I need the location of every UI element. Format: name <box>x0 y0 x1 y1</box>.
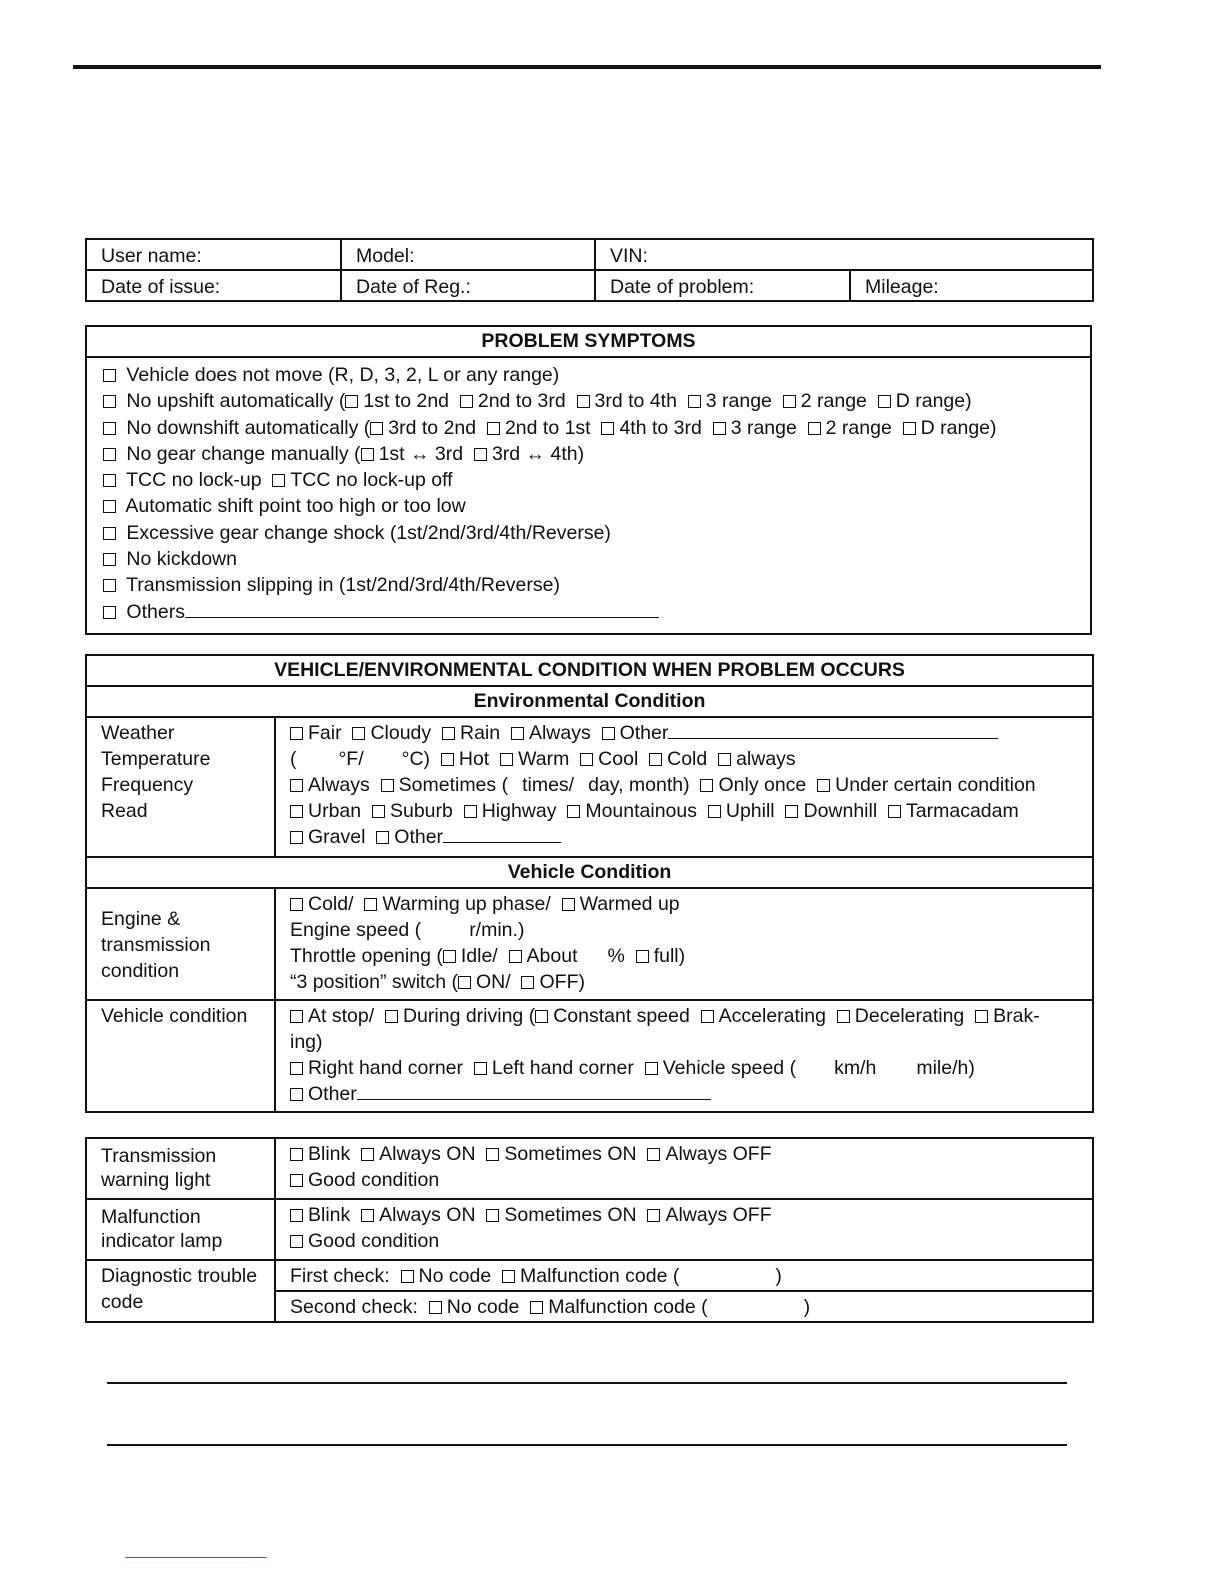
option-text: Under certain condition <box>835 774 1036 796</box>
option-text: Sometimes ( <box>398 774 509 796</box>
option-text: During driving ( <box>402 1005 536 1027</box>
option-text: ) <box>803 1296 811 1318</box>
problem-symptoms-title: PROBLEM SYMPTOMS <box>86 326 1091 357</box>
model-label: Model: <box>356 245 415 267</box>
option-text: Always OFF <box>665 1143 772 1165</box>
checkbox[interactable] <box>474 1062 487 1075</box>
option-text: 2 range <box>825 416 892 439</box>
option-text: Always <box>528 722 591 744</box>
checkbox[interactable] <box>103 579 116 592</box>
checkbox[interactable] <box>103 395 116 408</box>
option-text: D range) <box>895 390 972 413</box>
option-text: Malfunction code ( <box>520 1265 680 1287</box>
option-text: No code <box>418 1265 492 1287</box>
checkbox[interactable] <box>290 1010 303 1023</box>
date-of-issue-label: Date of issue: <box>101 276 221 298</box>
checkbox[interactable] <box>808 422 821 435</box>
label-line: transmission <box>101 934 211 956</box>
date-of-reg-label: Date of Reg.: <box>356 276 471 298</box>
checkbox[interactable] <box>376 831 389 844</box>
symptom-item <box>103 388 1090 414</box>
checkbox[interactable] <box>290 779 303 792</box>
option-text: Good condition <box>308 1169 440 1191</box>
checkbox[interactable] <box>535 1010 548 1023</box>
mileage-cell[interactable] <box>850 270 1093 301</box>
environment-labels <box>86 717 275 857</box>
option-text: ing) <box>290 1031 323 1053</box>
date-of-reg-cell[interactable] <box>341 270 595 301</box>
label-line: Transmission <box>101 1145 217 1167</box>
option-text: 4th to 3rd <box>619 416 702 439</box>
option-text: Sometimes ON <box>504 1143 637 1165</box>
option-text: Downhill <box>803 800 878 822</box>
engine-transmission-label <box>86 888 275 1000</box>
checkbox[interactable] <box>521 976 534 989</box>
symptom-item <box>103 546 1090 572</box>
position-switch <box>290 969 1092 995</box>
checkbox[interactable] <box>817 779 830 792</box>
bottom-rule <box>107 1382 1067 1384</box>
checkbox[interactable] <box>103 369 116 382</box>
weather-label: Weather <box>101 722 175 744</box>
option-text: 3rd to 4th <box>594 390 677 413</box>
checkbox[interactable] <box>381 779 394 792</box>
checkbox[interactable] <box>649 753 662 766</box>
checkbox[interactable] <box>636 950 649 963</box>
option-text: Other <box>394 826 444 848</box>
checkbox[interactable] <box>500 753 513 766</box>
option-text: Warm <box>518 748 570 770</box>
environmental-condition-title: Environmental Condition <box>86 686 1093 717</box>
bottom-rule <box>107 1444 1067 1446</box>
checkbox[interactable] <box>708 805 721 818</box>
checkbox[interactable] <box>361 448 374 461</box>
option-text: Idle/ <box>460 945 498 967</box>
checkbox[interactable] <box>562 898 575 911</box>
checkbox[interactable] <box>511 727 524 740</box>
option-text: Blink <box>308 1143 351 1165</box>
checkbox[interactable] <box>601 422 614 435</box>
option-text: Cloudy <box>370 722 432 744</box>
checkbox[interactable] <box>718 753 731 766</box>
option-text: TCC no lock-up off <box>290 469 453 492</box>
checkbox[interactable] <box>290 1209 303 1222</box>
checkbox[interactable] <box>372 805 385 818</box>
road-label: Read <box>101 800 148 822</box>
checkbox[interactable] <box>290 1062 303 1075</box>
checkbox[interactable] <box>361 1209 374 1222</box>
option-text: 3 range <box>705 390 772 413</box>
option-text: 3 range <box>730 416 797 439</box>
lamps-table <box>85 1137 1094 1323</box>
option-text: At stop/ <box>308 1005 375 1027</box>
checkbox[interactable] <box>290 898 303 911</box>
malfunction-indicator-lamp-label <box>86 1199 275 1260</box>
symptom-text: Excessive gear change shock (1st/2nd/3rd/4th/Reverse) <box>126 521 611 544</box>
frequency-options <box>290 772 1092 798</box>
vehicle-condition-label <box>86 1000 275 1112</box>
lamp-state-options <box>290 1141 1092 1167</box>
checkbox[interactable] <box>464 805 477 818</box>
option-text: First check: <box>290 1265 390 1287</box>
checkbox[interactable] <box>290 805 303 818</box>
environment-options <box>275 717 1093 857</box>
label-line: condition <box>101 960 180 982</box>
symptom-text: No gear change manually ( <box>126 442 361 465</box>
option-text: Only once <box>718 774 807 796</box>
vehicle-options <box>275 1000 1093 1112</box>
corner-speed-options <box>290 1055 1092 1081</box>
date-of-problem-label: Date of problem: <box>610 276 755 298</box>
checkbox[interactable] <box>443 950 456 963</box>
label-line: Diagnostic trouble <box>101 1265 258 1287</box>
option-text: 1st to 2nd <box>363 390 450 413</box>
option-text: Urban <box>308 800 362 822</box>
checkbox[interactable] <box>361 1148 374 1161</box>
user-name-cell[interactable] <box>86 239 341 270</box>
option-text: full) <box>653 945 686 967</box>
checkbox[interactable] <box>272 474 285 487</box>
option-text: Mountainous <box>585 800 698 822</box>
option-text: Sometimes ON <box>504 1204 637 1226</box>
option-text: °C) <box>401 748 431 770</box>
option-text: Always OFF <box>665 1204 772 1226</box>
option-text: °F/ <box>338 748 364 770</box>
option-text: No code <box>446 1296 520 1318</box>
option-text: km/h <box>834 1057 877 1079</box>
option-text: Rain <box>459 722 501 744</box>
weather-other-fill-line[interactable] <box>668 720 998 739</box>
symptom-text: No downshift automatically ( <box>126 416 371 439</box>
user-name-label: User name: <box>101 245 202 267</box>
option-text: Gravel <box>308 826 366 848</box>
temperature-options <box>290 746 1092 772</box>
checkbox[interactable] <box>878 395 891 408</box>
conditions-table <box>85 654 1094 1113</box>
checkbox[interactable] <box>486 1148 499 1161</box>
checkbox[interactable] <box>888 805 901 818</box>
model-cell[interactable] <box>341 239 595 270</box>
checkbox[interactable] <box>290 1174 303 1187</box>
option-text: Other <box>619 722 669 744</box>
symptom-item <box>103 362 1090 388</box>
date-of-problem-cell[interactable] <box>595 270 850 301</box>
checkbox[interactable] <box>530 1301 543 1314</box>
option-text: day, month) <box>588 774 690 796</box>
lamp-state-options <box>290 1202 1092 1228</box>
option-text: Warmed up <box>579 893 680 915</box>
vehicle-other-fill-line[interactable] <box>357 1081 711 1100</box>
option-text: Highway <box>481 800 557 822</box>
mileage-label: Mileage: <box>865 276 939 298</box>
checkbox[interactable] <box>290 1088 303 1101</box>
others-fill-line[interactable] <box>185 599 659 618</box>
frequency-label: Frequency <box>101 774 194 796</box>
checkbox[interactable] <box>688 395 701 408</box>
option-text: Throttle opening ( <box>290 945 443 967</box>
checkbox[interactable] <box>487 422 500 435</box>
option-text: D range) <box>920 416 997 439</box>
option-text: Other <box>308 1083 357 1105</box>
option-text: Cold/ <box>308 893 354 915</box>
option-text: Engine speed ( <box>290 919 422 941</box>
checkbox[interactable] <box>785 805 798 818</box>
option-text: OFF) <box>539 971 585 993</box>
option-text: Brak- <box>993 1005 1040 1027</box>
road-options <box>290 798 1092 824</box>
vehicle-condition-title: Vehicle Condition <box>86 857 1093 888</box>
checkbox[interactable] <box>580 753 593 766</box>
checkbox[interactable] <box>441 753 454 766</box>
checkbox[interactable] <box>647 1209 660 1222</box>
checkbox[interactable] <box>103 500 116 513</box>
option-text: Warming up phase/ <box>382 893 551 915</box>
diagnostic-trouble-code-label <box>86 1260 275 1322</box>
checkbox[interactable] <box>975 1010 988 1023</box>
symptom-item <box>103 493 1090 519</box>
checkbox[interactable] <box>647 1148 660 1161</box>
vin-label: VIN: <box>610 245 648 267</box>
option-text: 3rd to 2nd <box>388 416 477 439</box>
option-text: Constant speed <box>553 1005 690 1027</box>
symptoms-list <box>86 357 1091 634</box>
label-line: indicator lamp <box>101 1230 223 1252</box>
option-text: Left hand corner <box>491 1057 634 1079</box>
checkbox[interactable] <box>903 422 916 435</box>
option-text: 2nd to 1st <box>504 416 591 439</box>
option-text: r/min.) <box>469 919 525 941</box>
vehicle-info-table <box>85 238 1094 302</box>
checkbox[interactable] <box>502 1270 515 1283</box>
label-line: code <box>101 1291 144 1313</box>
option-text: Vehicle speed ( <box>662 1057 797 1079</box>
option-text: Good condition <box>308 1230 440 1252</box>
symptom-text: No kickdown <box>126 548 237 571</box>
checkbox[interactable] <box>645 1062 658 1075</box>
checkbox[interactable] <box>290 1235 303 1248</box>
checkbox[interactable] <box>460 395 473 408</box>
checkbox[interactable] <box>458 976 471 989</box>
road-other-fill-line[interactable] <box>443 824 561 843</box>
engine-speed <box>290 917 1092 943</box>
option-text: ( <box>290 748 297 770</box>
throttle-opening <box>290 943 1092 969</box>
symptom-text: No upshift automatically ( <box>126 390 346 413</box>
option-text: times/ <box>522 774 575 796</box>
option-text: Fair <box>308 722 342 744</box>
temperature-label: Temperature <box>101 748 211 770</box>
option-text: Tarmacadam <box>906 800 1019 822</box>
vin-cell[interactable] <box>595 239 1093 270</box>
engine-options <box>275 888 1093 1000</box>
checkbox[interactable] <box>364 898 377 911</box>
option-text: Suburb <box>389 800 453 822</box>
checkbox[interactable] <box>700 779 713 792</box>
second-check-row <box>275 1291 1093 1322</box>
checkbox[interactable] <box>103 422 116 435</box>
option-text: Cool <box>598 748 639 770</box>
weather-options <box>290 720 1092 746</box>
checkbox[interactable] <box>442 727 455 740</box>
checkbox[interactable] <box>509 950 522 963</box>
driving-options <box>290 1003 1092 1029</box>
checkbox[interactable] <box>602 727 615 740</box>
option-text: always <box>736 748 796 770</box>
symptom-text: Vehicle does not move (R, D, 3, 2, L or any range) <box>126 364 560 386</box>
symptom-text: Transmission slipping in (1st/2nd/3rd/4th/Reverse) <box>126 574 560 597</box>
checkbox[interactable] <box>290 727 303 740</box>
option-text: Malfunction code ( <box>548 1296 708 1318</box>
option-text: Uphill <box>725 800 775 822</box>
option-text: Always <box>308 774 370 796</box>
label-line: Engine & <box>101 908 181 930</box>
label-line: warning light <box>101 1169 211 1191</box>
option-text: Accelerating <box>718 1005 826 1027</box>
symptom-item <box>103 520 1090 546</box>
option-text: % <box>607 945 625 967</box>
checkbox[interactable] <box>370 422 383 435</box>
checkbox[interactable] <box>352 727 365 740</box>
checkbox[interactable] <box>567 805 580 818</box>
checkbox[interactable] <box>290 831 303 844</box>
option-text: 3rd ↔ 4th) <box>491 442 585 465</box>
symptom-item <box>103 572 1090 598</box>
transmission-warning-light-options <box>275 1138 1093 1199</box>
symptom-item <box>103 599 1090 625</box>
option-text: Second check: <box>290 1296 418 1318</box>
checkbox[interactable] <box>103 448 116 461</box>
checkbox[interactable] <box>783 395 796 408</box>
label-line: Malfunction <box>101 1206 201 1228</box>
checkbox[interactable] <box>401 1270 414 1283</box>
malfunction-indicator-lamp-options <box>275 1199 1093 1260</box>
problem-symptoms-table <box>85 325 1092 635</box>
transmission-warning-light-label <box>86 1138 275 1199</box>
option-text: Always ON <box>379 1204 476 1226</box>
option-text: “3 position” switch ( <box>290 971 458 993</box>
checkbox[interactable] <box>474 448 487 461</box>
checkbox[interactable] <box>837 1010 850 1023</box>
vehicle-other <box>290 1081 1092 1107</box>
checkbox[interactable] <box>701 1010 714 1023</box>
option-text: Hot <box>458 748 490 770</box>
option-text: About <box>526 945 578 967</box>
checkbox[interactable] <box>429 1301 442 1314</box>
option-text: Blink <box>308 1204 351 1226</box>
checkbox[interactable] <box>103 553 116 566</box>
engine-temp-options <box>290 891 1092 917</box>
label-line: Vehicle condition <box>101 1005 248 1027</box>
date-of-issue-cell[interactable] <box>86 270 341 301</box>
lamp-good-option <box>290 1167 1092 1193</box>
symptom-text: TCC no lock-up <box>126 469 262 492</box>
option-text: 2nd to 3rd <box>477 390 566 413</box>
checkbox[interactable] <box>713 422 726 435</box>
symptom-item <box>103 467 1090 493</box>
lamp-good-option <box>290 1228 1092 1254</box>
checkbox[interactable] <box>103 606 116 619</box>
symptom-text: Others <box>126 600 185 623</box>
option-text: Always ON <box>379 1143 476 1165</box>
option-text: Cold <box>667 748 708 770</box>
checkbox[interactable] <box>577 395 590 408</box>
option-text: 2 range <box>800 390 867 413</box>
option-text: mile/h) <box>916 1057 975 1079</box>
symptom-item <box>103 415 1090 441</box>
checkbox[interactable] <box>385 1010 398 1023</box>
checkbox[interactable] <box>290 1148 303 1161</box>
checkbox[interactable] <box>103 527 116 540</box>
option-text: ) <box>775 1265 782 1287</box>
checkbox[interactable] <box>486 1209 499 1222</box>
first-check-row <box>275 1260 1093 1291</box>
option-text: ON/ <box>475 971 511 993</box>
option-text: Decelerating <box>854 1005 965 1027</box>
checkbox[interactable] <box>103 474 116 487</box>
top-rule <box>73 65 1101 69</box>
symptom-item <box>103 441 1090 467</box>
road-options-2 <box>290 824 1092 850</box>
symptom-text: Automatic shift point too high or too low <box>125 495 466 518</box>
checkbox[interactable] <box>345 395 358 408</box>
option-text: Right hand corner <box>308 1057 464 1079</box>
option-text: 1st ↔ 3rd <box>378 442 464 465</box>
conditions-title: VEHICLE/ENVIRONMENTAL CONDITION WHEN PROBLEM OCCURS <box>86 655 1093 686</box>
link-underline <box>125 1557 267 1558</box>
